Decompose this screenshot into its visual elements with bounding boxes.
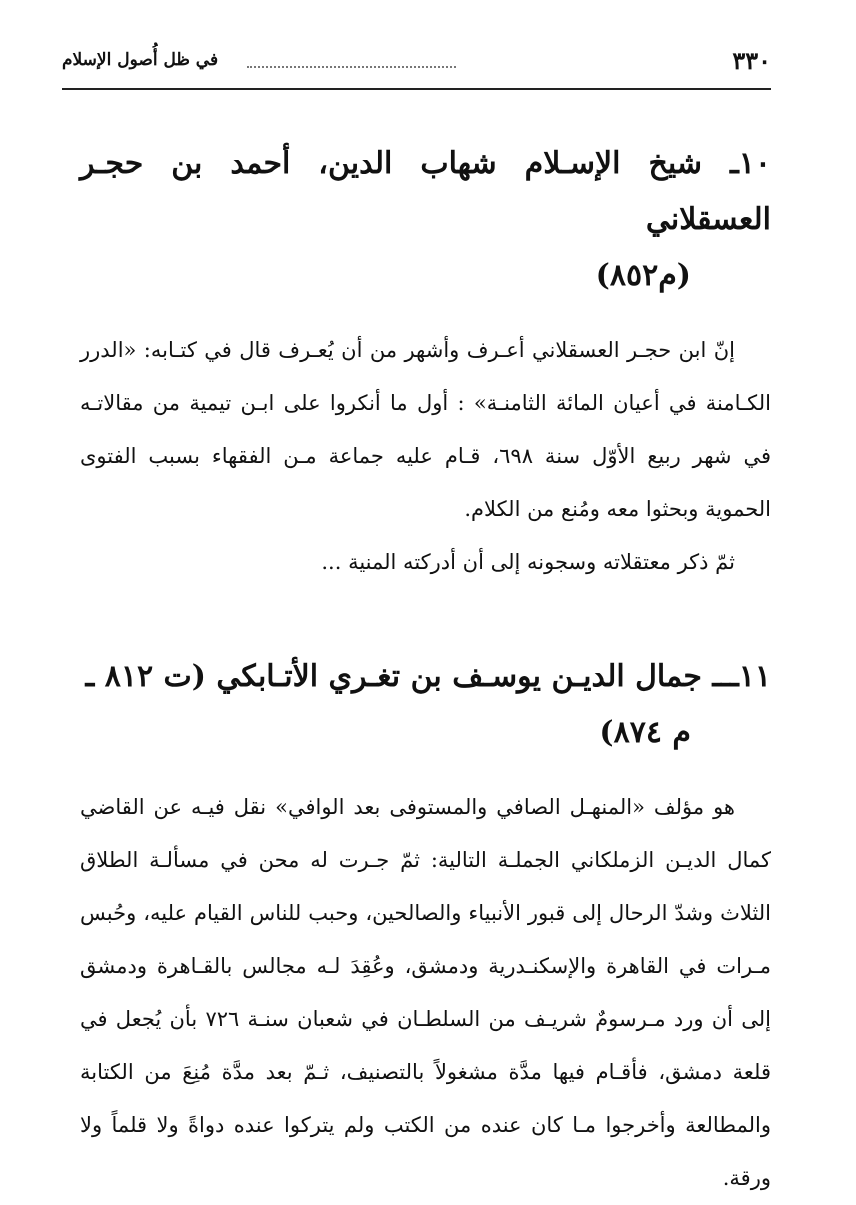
section-heading-10	[80, 136, 771, 304]
page-number: ٣٣٠	[732, 46, 771, 75]
header-dot-leader	[247, 66, 456, 68]
paragraph-prison-note	[80, 536, 771, 589]
section-spacer	[80, 589, 771, 639]
paragraph-text: ثمّ ذكر معتقلاته وسجونه إلى أن أدركته المنية ...	[321, 550, 735, 574]
section-heading-11	[80, 649, 771, 761]
paragraph-atabaki	[80, 781, 771, 1205]
running-header	[62, 40, 771, 86]
section-heading-text: ١١ـــ جمال الديـن يوسـف بن تغـري الأتـابكي (ت ٨١٢ ـ	[85, 659, 771, 694]
paragraph-text: إنّ ابن حجـر العسقلاني أعـرف وأشهر من أن يُعـرف قال في كتـابه: «الدرر الكـامنة في أعيان المائة الثامنـة» : أول ما أنكروا على ابـن تيمية من مقالاتـه في شهر ربيع الأوّل سنة ٦٩٨، قـام عليه جماعة مـن الفقهاء بسبب الفتوى الحموية وبحثوا معه ومُنع من الكلام.	[80, 338, 771, 521]
paragraph-text: هو مؤلف «المنهـل الصافي والمستوفى بعد الوافي» نقل فيـه عن القاضي كمال الديـن الزملكاني الجملـة التالية: ثمّ جـرت له محن في مسألـة الطلاق الثلاث وشدّ الرحال إلى قبور الأنبياء والصالحين، وحبب للناس القيام عليه، وحُبس مـرات في القاهرة والإسكنـدرية ودمشق، وعُقِدَ لـه مجالس بالقـاهرة ودمشق إلى أن ورد مـرسومٌ شريـف من السلطـان في شعبان سنـة ٧٢٦ بأن يُجعل في قلعة دمشق، فأقـام فيها مدَّة مشغولاً بالتصنيف، ثـمّ بعد مدَّة مُنِعَ من الكتابة والمطالعة وأخرجوا مـا كان عنده من الكتب ولم يتركوا عنده دواةً ولا قلماً ولا ورقة.	[80, 795, 772, 1190]
section-heading-date: (م٨٥٢)	[595, 258, 691, 293]
section-heading-text: ١٠ـ شيخ الإسـلام شهاب الدين، أحمد بن حجـر العسقلاني	[80, 146, 771, 237]
section-heading-date: م ٨٧٤)	[599, 715, 691, 750]
header-rule	[62, 88, 771, 90]
book-title: في ظل أُصول الإسلام	[62, 50, 219, 70]
page-content	[80, 126, 771, 1205]
paragraph-ibn-hajar	[80, 324, 771, 536]
